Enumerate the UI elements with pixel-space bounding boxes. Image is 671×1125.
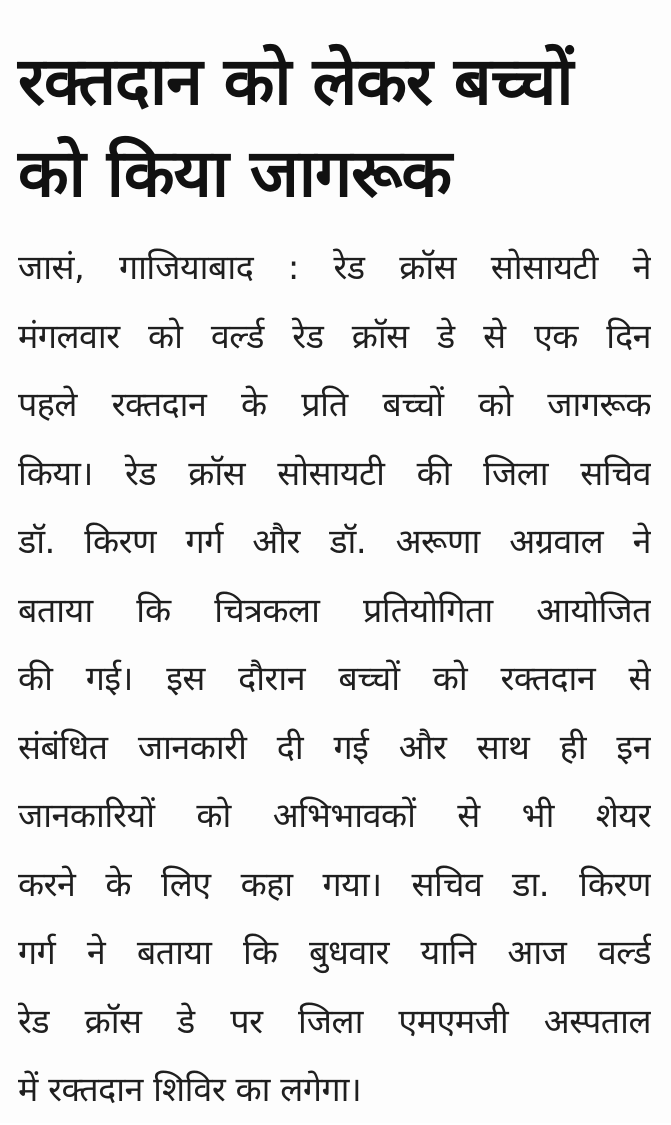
body-line-5: डॉ. किरण गर्ग और डॉ. अरूणा अग्रवाल ने [18,522,651,562]
body-line-12: रेड क्रॉस डे पर जिला एमएमजी अस्पताल [18,1001,651,1042]
body-line-11: गर्ग ने बताया कि बुधवार यानि आज वर्ल्ड [18,933,651,973]
body-line-8: संबंधित जानकारी दी गई और साथ ही इन [18,727,651,768]
body-line-6: बताया कि चित्रकला प्रतियोगिता आयोजित [18,590,651,631]
body-line-2: मंगलवार को वर्ल्ड रेड क्रॉस डे से एक दिन [18,316,651,357]
headline-line-2: को किया जागरूक [18,135,452,212]
body-line-10: करने के लिए कहा गया। सचिव डा. किरण [18,864,651,905]
body-line-1: जासं, गाजियाबाद : रेड क्रॉस सोसायटी ने [18,248,651,288]
article-body [18,234,651,1125]
body-line-3: पहले रक्तदान के प्रति बच्चों को जागरूक [18,385,651,425]
article-headline [18,36,651,220]
headline-line-1: रक्तदान को लेकर बच्चों [18,43,573,120]
body-line-7: की गई। इस दौरान बच्चों को रक्तदान से [18,659,651,699]
body-line-9: जानकारियों को अभिभावकों से भी शेयर [18,796,651,836]
body-line-4: किया। रेड क्रॉस सोसायटी की जिला सचिव [18,453,651,494]
body-line-13: में रक्तदान शिविर का लगेगा। [18,1070,362,1110]
